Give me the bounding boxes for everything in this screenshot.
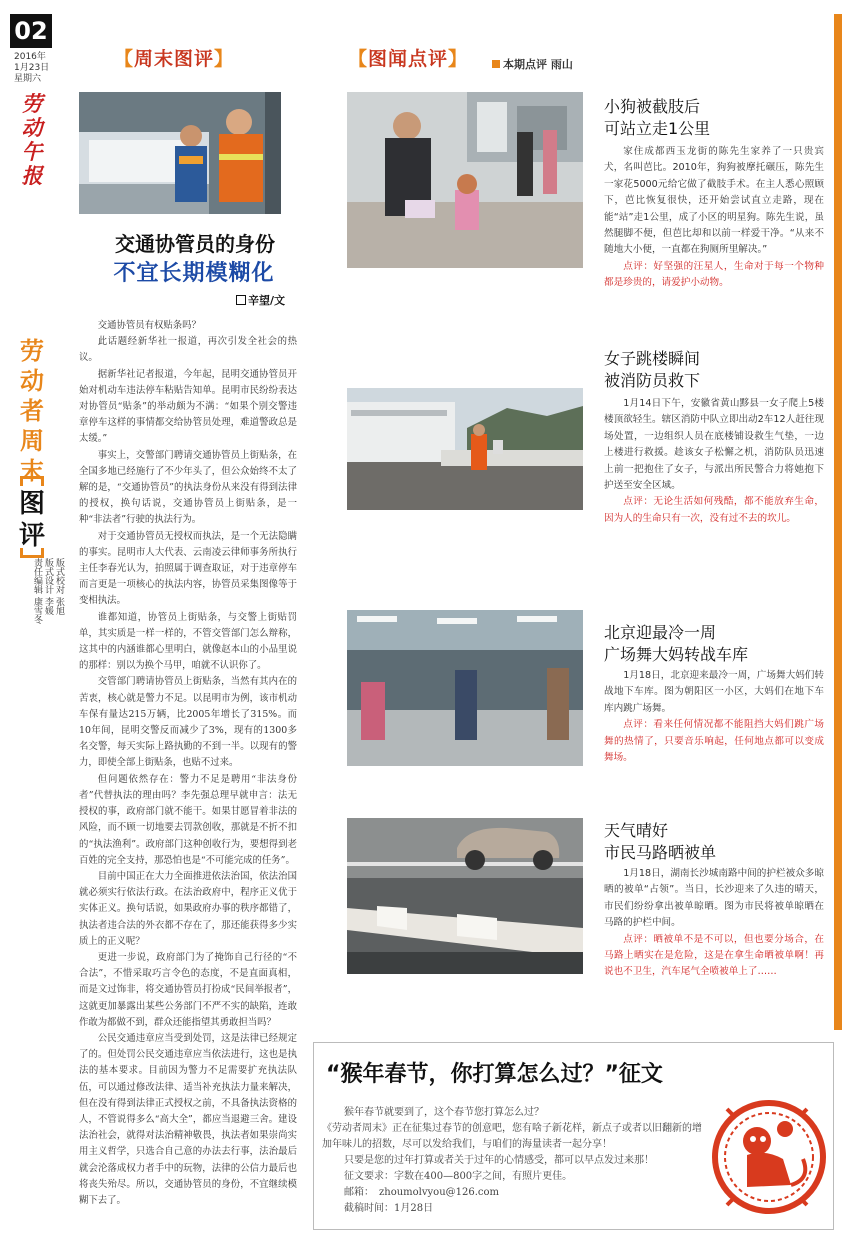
dog-photo [347,92,583,268]
article-paragraph: 交管部门聘请协管员上街贴条，当然有其内在的苦衷，核心就是警力不足。以昆明市为例，该市机动车保有量达215万辆，比2005年增长了315%。而10年间，昆明交警反而减少了3%，现有的1300多名交警，每天实际上路执勤的不到一半。以现有的警力，即使全部上街贴条，也贴不过来。 [79,676,297,769]
issue-year: 2016年 [14,52,46,62]
article-paragraph: 公民交通违章应当受到处罚，这是法律已经规定了的。但处罚公民交通违章应当依法进行，这也是执法的基本要求。目前因为警力不足需要扩充执法队伍，可以通过修改法律、适当补充执法力量来解决，但在没有得到法律正式授权之前，不具备执法资格的人，不管说得多么“高大全”，都应当退避三舍。建设法治社会，就得对法治精神敬畏，执法者如果崇尚实用主义哲学，只选合自己意的办法去行事，法治最后就会沦落成权力者手中的玩物，法律的公信力最后也将丧失殆尽。所以，交通协管员的身份，不宜继续模糊下去了。 [79,1032,297,1206]
article-paragraph: 对于交通协管员无授权而执法，是一个无法隐瞒的事实。昆明市人大代表、云南凌云律师事务所执行主任李春光认为，拍照属于调查取证，对于违章停车而言更是一项核心的执法内容，协管员采集图像等于变相执法。 [79,530,297,607]
contest-deadline: 截稿时间：1月28日 [344,1203,434,1214]
article-paragraph: 据新华社记者报道，今年起，昆明交通协管员开始对机动车违法停车粘贴告知单。昆明市民纷纷表达对协管员“贴条”的举动颇为不满：“如果个别交警违章停车这样的事情都交给协管员处理，难道警政总是太缓。” [79,368,297,445]
issue-day: 1月23日 [14,63,50,73]
article-byline: 辛望/文 [236,292,285,308]
article-headline-line2: 不宜长期模糊化 [113,261,275,286]
contest-title: “猴年春节，你打算怎么过？”征文 [326,1062,663,1087]
story-title: 天气晴好 市民马路晒被单 [604,821,717,862]
weekend-commentary-tag: 【周末图评】 [114,48,235,70]
square-dance-garage-photo [347,610,583,766]
article-paragraph: 目前中国正在大力全面推进依法治国，依法治国就必须实行依法行政。在法治政府中，程序正义优于实体正义。换句话说，如果政府办事的秩序都错了，执法者违合法的外衣都不存在了，那还能获得多少实质上的正义呢？ [79,870,297,947]
page-number: 02 [10,14,52,48]
photo-news-tag: 【图闻点评】 [348,48,469,70]
issue-weekday: 星期六 [14,74,42,84]
section-bracket-bottom [20,548,44,558]
story-title: 北京迎最冷一周 广场舞大妈转战车库 [604,623,749,664]
article-paragraph: 交通协管员有权贴条吗？ [97,320,201,331]
section-subtitle: 图 评 [18,489,45,551]
monkey-papercut-icon [707,1089,827,1225]
article-paragraph: 此话题经新华社一报道，再次引发全社会的热议。 [79,336,297,364]
section-bracket-top [20,476,44,486]
story-body: 家住成都西玉龙街的陈先生家养了一只贵宾犬，名叫芭比。2010年，狗狗被摩托碾压，陈先生一家花5000元给它做了截肢手术。在主人悉心照顾下，芭比恢复很快，还开始尝试直立走路，现在能“站”走1公里，成了小区的明星狗。陈先生说，虽然腿脚不便，但芭比却和以前一样爱干净。“从来不随地大小便，一直都在狗厕所里解决。” 点评：好坚强的汪星人，生命对于每一个物种都是珍贵的，请爱护小动物。 [604,144,824,292]
article-paragraph: 事实上，交警部门聘请交通协管员上街贴条，在全国多地已经施行了不少年头了，但公众始终不太了解的是，“交通协管员”的执法身份从来没有得到法律的授权，换句话说，交通协管员上街贴条，是一种“非法者”行驶的执法行为。 [79,449,297,526]
contest-email[interactable]: 邮箱： zhoumolvyou@126.com [344,1187,499,1198]
story-comment: 点评：晒被单不是不可以，但也要分场合，在马路上晒实在是危险，这是在拿生命晒被单啊！再说也不卫生，汽车尾气全喷被单上了…… [604,933,824,978]
story-comment: 点评：看来任何情况都不能阻挡大妈们跳广场舞的热情了，只要音乐响起，任何地点都可以变成舞场。 [604,719,824,764]
story-comment: 点评：无论生活如何残酷，都不能放弃生命，因为人的生命只有一次，没有过不去的坎儿。 [604,496,824,524]
firefighter-rescue-photo [347,388,583,510]
story-title: 女子跳楼瞬间 被消防员救下 [604,349,701,390]
story-body: 1月18日，北京迎来最冷一周，广场舞大妈们转战地下车库。图为朝阳区一小区，大妈们在地下车库内跳广场舞。 点评：看来任何情况都不能阻挡大妈们跳广场舞的热情了，只要音乐响起，任何地点都可以变成舞场。 [604,668,824,766]
quilts-on-railing-photo [347,818,583,974]
article-body [79,318,297,1209]
article-paragraph: 谁都知道，协管员上街贴条，与交警上街贴罚单，其实质是一样一样的，不管交管部门怎么辩称，这其中的内涵谁都心里明白，就像赵本山的小品里说的那样：别以为换个马甲，咱就不认识你了。 [79,611,297,672]
orange-divider [834,14,842,1030]
article-headline-line1: 交通协管员的身份 [115,232,275,256]
newspaper-masthead: 劳 动 午 报 [21,91,43,188]
contest-body: 猴年春节就要到了，这个春节您打算怎么过？ 《劳动者周末》正在征集过春节的创意吧，您有啥子新花样，新点子或者以旧翻新的增加年味儿的招数，尽可以发给我们，与咱们的海量读者一起分享！ 只要是您的过年打算或者关于过年的心情感受，都可以早点发过来那！ 征文要求：字数在400—800字之间，有照片更佳。 邮箱： zhoumolvyou@126.com 截稿时间：1月28日 [322,1105,702,1217]
issue-date [14,52,49,85]
editorial-credits: 版式校对 张旭 版式设计 李媛 责任编辑 康雪冬 [32,558,64,624]
story-title: 小狗被截肢后 可站立走1公里 [604,97,711,138]
article-paragraph: 但问题依然存在：警力不足是聘用“非法身份者”代替执法的理由吗？李先强总理早就申言：法无授权的事，政府部门就不能干。如果甘愿冒着非法的风险，而不顾一切地要去罚款创收，那就是不折不扣的“执法渔利”。政府部门这种创收行为，要想得到老百姓的完全支持，那恐怕也是“不可能完成的任务”。 [79,773,297,866]
section-name: 劳 动 者 周 末 [20,337,44,485]
essay-contest-box [313,1042,834,1230]
article-paragraph: 更进一步说，政府部门为了掩饰自己行径的“不合法”，不惜采取巧言令色的态度，不是直面真相，而是文过饰非，将交通协管员打扮成“民间举报者”，这就更加暴露出某些公务部门不严不实的缺陷，连敢作敢为都做不到，群众还能指望其勇敢担当吗？ [79,951,297,1028]
story-body: 1月18日，湖南长沙城南路中间的护栏被众多晾晒的被单“占领”。当日，长沙迎来了久违的晴天，市民们纷纷拿出被单晾晒。图为市民将被单晾晒在马路的护栏中间。 点评：晒被单不是不可以，但也要分场合，在马路上晒实在是危险，这是在拿生命晒被单啊！再说也不卫生，汽车尾气全喷被单上了…… [604,866,824,981]
story-body: 1月14日下午，安徽省黄山黟县一女子爬上5楼楼顶欲轻生。辖区消防中队立即出动2车12人赶往现场处置，一边组织人员在底楼铺设救生气垫，一边上楼进行救援。趁该女子松懈之机，消防队员迅速上前一把抱住了女子，与派出所民警合力将她抱下护送至安全区域。 点评：无论生活如何残酷，都不能放弃生命，因为人的生命只有一次，没有过不去的坎儿。 [604,396,824,527]
traffic-warden-photo [79,92,281,214]
commentator-note: 本期点评 雨山 [492,56,573,72]
story-comment: 点评：好坚强的汪星人，生命对于每一个物种都是珍贵的，请爱护小动物。 [604,260,824,289]
